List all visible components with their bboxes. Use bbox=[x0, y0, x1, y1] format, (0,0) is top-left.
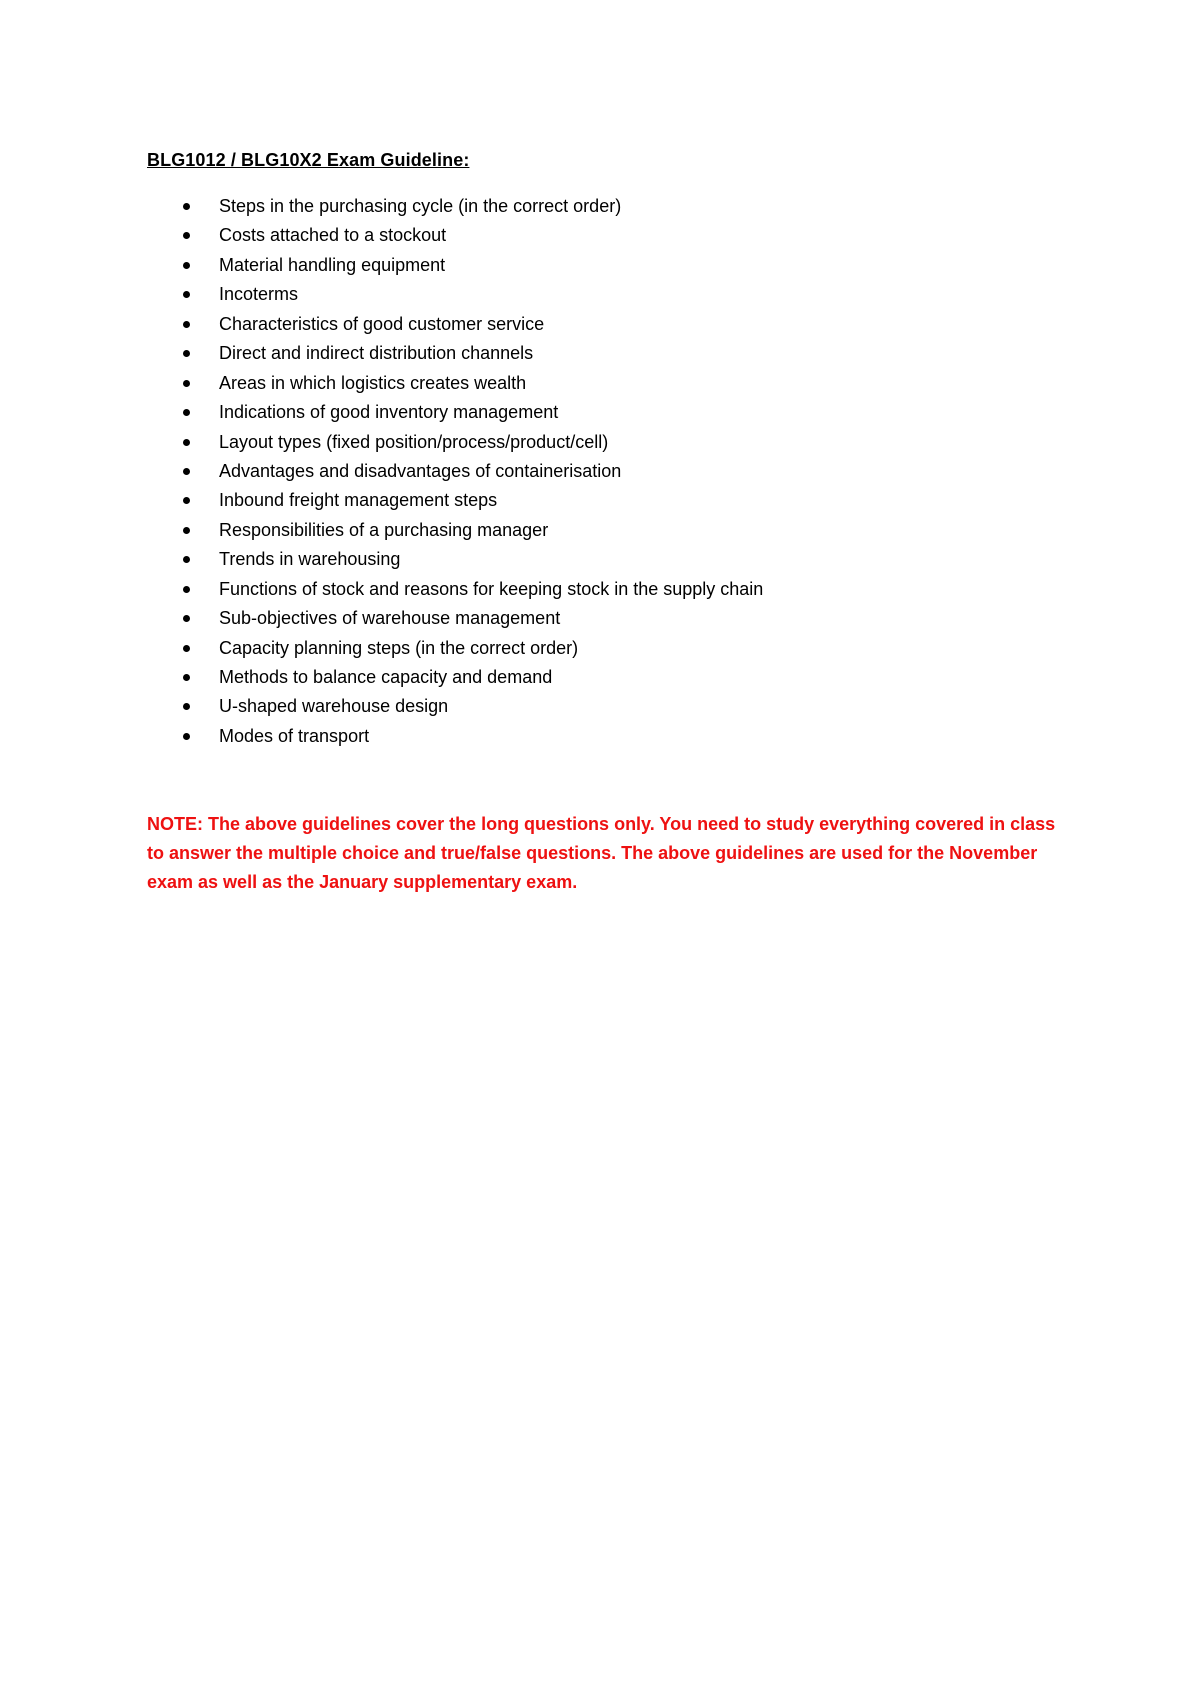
topic-list-item bbox=[147, 486, 1047, 515]
topic-label: Methods to balance capacity and demand bbox=[219, 667, 553, 687]
topic-label: Sub-objectives of warehouse management bbox=[219, 608, 561, 629]
bullet-icon bbox=[183, 203, 190, 210]
topic-label: Inbound freight management steps bbox=[219, 490, 498, 511]
topic-list-item bbox=[147, 310, 1047, 339]
topic-label: Advantages and disadvantages of containerisation bbox=[219, 460, 622, 481]
topic-label: Modes of transport bbox=[219, 725, 370, 746]
bullet-icon bbox=[183, 645, 190, 652]
bullet-icon bbox=[183, 321, 190, 328]
topic-label: Functions of stock and reasons for keeping stock in the supply chain bbox=[219, 578, 764, 599]
exam-note: NOTE: The above guidelines cover the long questions only. You need to study everything covered in class to answer the multiple choice and true/false questions. The above guidelines are used for the November exam as well as the January supplementary exam. bbox=[147, 814, 1056, 892]
topic-list-item bbox=[147, 634, 1047, 663]
topic-list-item bbox=[147, 192, 1047, 221]
topic-list-item bbox=[147, 280, 1047, 309]
topic-list-item bbox=[147, 221, 1047, 250]
topic-list-item bbox=[147, 692, 1047, 721]
topic-label: U-shaped warehouse design bbox=[219, 696, 449, 717]
topic-list-item bbox=[147, 575, 1047, 604]
bullet-icon bbox=[183, 497, 190, 504]
topic-label: Responsibilities of a purchasing manager bbox=[219, 519, 549, 540]
document-title: BLG1012 / BLG10X2 Exam Guideline: bbox=[147, 150, 470, 170]
exam-topic-list bbox=[147, 192, 1047, 751]
topic-list-item bbox=[147, 604, 1047, 633]
topic-list-item bbox=[147, 398, 1047, 427]
bullet-icon bbox=[183, 615, 190, 622]
topic-label: Steps in the purchasing cycle (in the correct order) bbox=[219, 196, 622, 216]
topic-list-item bbox=[147, 516, 1047, 545]
bullet-icon bbox=[183, 468, 190, 475]
topic-label: Layout types (fixed position/process/product/cell) bbox=[219, 431, 609, 452]
topic-label: Material handling equipment bbox=[219, 254, 446, 275]
topic-label: Costs attached to a stockout bbox=[219, 225, 447, 246]
bullet-icon bbox=[183, 232, 190, 239]
bullet-icon bbox=[183, 703, 190, 710]
bullet-icon bbox=[183, 586, 190, 593]
bullet-icon bbox=[183, 527, 190, 534]
bullet-icon bbox=[183, 291, 190, 298]
bullet-icon bbox=[183, 674, 190, 681]
topic-label: Characteristics of good customer service bbox=[219, 313, 545, 334]
topic-list-item bbox=[147, 663, 1047, 692]
topic-list-item bbox=[147, 545, 1047, 574]
topic-label: Direct and indirect distribution channels bbox=[219, 343, 534, 364]
topic-list-item bbox=[147, 428, 1047, 457]
bullet-icon bbox=[183, 380, 190, 387]
topic-list-item bbox=[147, 339, 1047, 368]
bullet-icon bbox=[183, 262, 190, 269]
topic-list-item bbox=[147, 369, 1047, 398]
bullet-icon bbox=[183, 439, 190, 446]
bullet-icon bbox=[183, 350, 190, 357]
topic-label: Capacity planning steps (in the correct order) bbox=[219, 637, 579, 658]
bullet-icon bbox=[183, 409, 190, 416]
bullet-icon bbox=[183, 733, 190, 740]
topic-list-item bbox=[147, 722, 1047, 751]
topic-label: Trends in warehousing bbox=[219, 549, 401, 570]
topic-label: Areas in which logistics creates wealth bbox=[219, 372, 527, 393]
topic-list-item bbox=[147, 457, 1047, 486]
topic-list-item bbox=[147, 251, 1047, 280]
topic-label: Indications of good inventory management bbox=[219, 402, 559, 423]
bullet-icon bbox=[183, 556, 190, 563]
topic-label: Incoterms bbox=[219, 284, 299, 305]
